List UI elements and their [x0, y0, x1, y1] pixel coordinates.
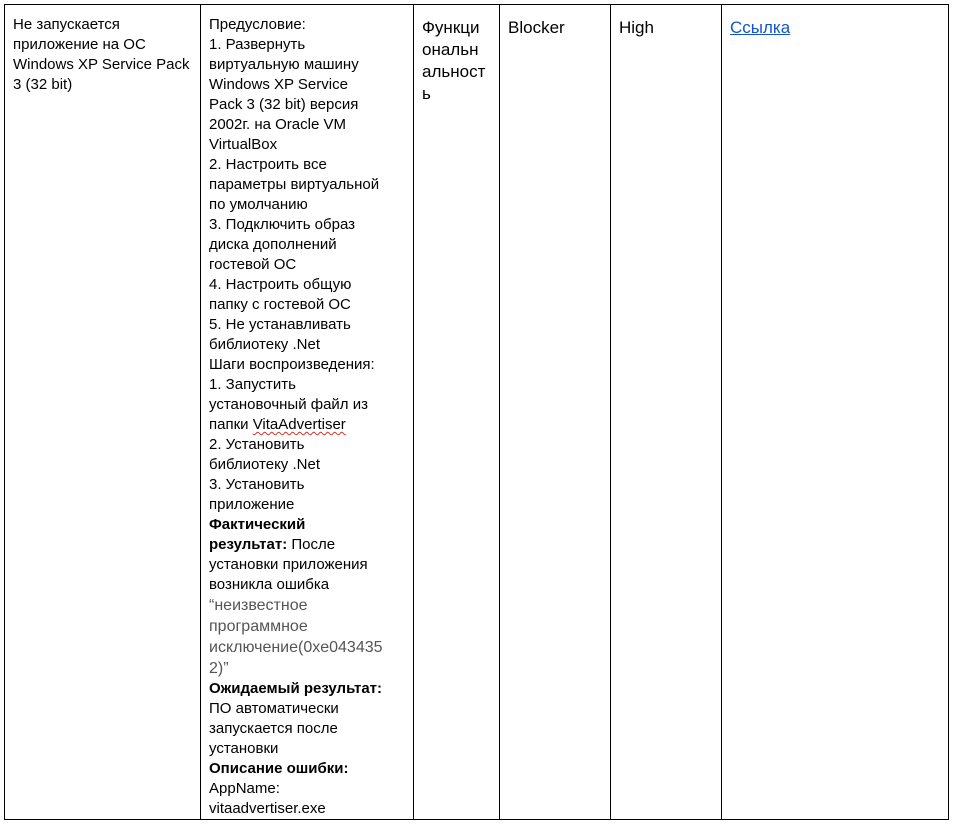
actual-result-line: установки приложения: [209, 556, 368, 573]
precondition-line: параметры виртуальной: [209, 176, 380, 193]
expected-result-line: ПО автоматически: [209, 700, 339, 717]
error-description-line: AppName:: [209, 780, 280, 797]
actual-result-line: возникла ошибка: [209, 576, 330, 593]
priority-cell: High: [611, 5, 722, 820]
type-cell: [414, 5, 500, 820]
step-line: [209, 415, 406, 435]
attachment-link[interactable]: Ссылка: [730, 18, 791, 37]
error-message-line: “неизвестное: [209, 597, 308, 614]
steps-heading: Шаги воспроизведения:: [209, 356, 375, 373]
precondition-line: гостевой ОС: [209, 256, 297, 273]
expected-result-line: запускается после: [209, 720, 338, 737]
expected-result-label: Ожидаемый результат:: [209, 680, 383, 697]
precondition-line: 1. Развернуть: [209, 36, 306, 53]
precondition-line: 5. Не устанавливать: [209, 316, 351, 333]
expected-result-line: установки: [209, 740, 279, 757]
precondition-line: VirtualBox: [209, 136, 278, 153]
precondition-line: 4. Настроить общую: [209, 276, 352, 293]
actual-result-label-cont: результат:: [209, 536, 288, 553]
spellcheck-word: VitaAdvertiser: [252, 416, 346, 433]
error-message-line: исключение(0xe043435: [209, 639, 383, 656]
summary-cell: Не запускается приложение на ОС Windows XP Service Pack 3 (32 bit): [5, 5, 201, 820]
type-text: ь: [422, 84, 431, 103]
precondition-line: диска дополнений: [209, 236, 337, 253]
precondition-line: папку с гостевой ОС: [209, 296, 351, 313]
type-text: альност: [422, 62, 486, 81]
error-description-label: Описание ошибки:: [209, 760, 349, 777]
step-line: установочный файл из: [209, 396, 368, 413]
bug-report-table: [4, 4, 949, 820]
step-line: 2. Установить: [209, 436, 305, 453]
step-line: 1. Запустить: [209, 376, 296, 393]
step-line: приложение: [209, 496, 295, 513]
precondition-line: 2002г. на Oracle VM: [209, 116, 346, 133]
step-text: папки: [209, 416, 253, 433]
error-message-line: 2)”: [209, 660, 229, 677]
precondition-heading: Предусловие:: [209, 16, 306, 33]
precondition-line: Pack 3 (32 bit) версия: [209, 96, 359, 113]
precondition-line: 2. Настроить все: [209, 156, 327, 173]
severity-cell: Blocker: [500, 5, 611, 820]
step-line: библиотеку .Net: [209, 456, 320, 473]
precondition-line: библиотеку .Net: [209, 336, 320, 353]
precondition-line: виртуальную машину: [209, 56, 359, 73]
actual-result-text: После: [287, 536, 336, 553]
type-text: Функци: [422, 18, 480, 37]
table-row: [5, 5, 949, 820]
precondition-line: по умолчанию: [209, 196, 308, 213]
error-description-line: vitaadvertiser.exe: [209, 800, 326, 817]
precondition-line: 3. Подключить образ: [209, 216, 356, 233]
actual-result-label: Фактический: [209, 516, 306, 533]
description-cell: [201, 5, 414, 820]
precondition-line: Windows XP Service: [209, 76, 348, 93]
step-line: 3. Установить: [209, 476, 305, 493]
link-cell: [722, 5, 949, 820]
type-text: ональн: [422, 40, 479, 59]
actual-result-line: [209, 535, 406, 555]
error-message-line: программное: [209, 618, 308, 635]
